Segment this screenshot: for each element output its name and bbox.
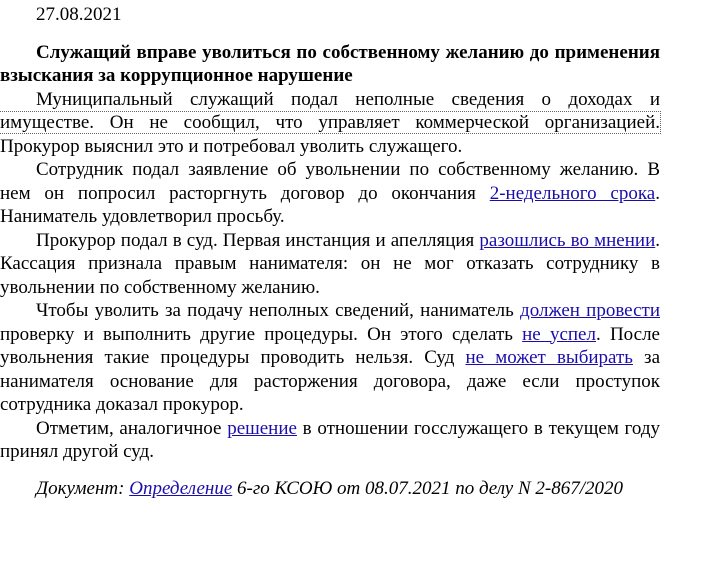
paragraph-2-text-b: . Наниматель удовлетворил просьбу.	[0, 182, 660, 227]
source-text: 6-го КСОЮ от 08.07.2021 по делу N 2-867/2020	[232, 477, 624, 499]
article-date: 27.08.2021	[36, 4, 122, 25]
paragraph-2	[0, 158, 660, 229]
source-document	[0, 477, 660, 501]
link-did-not-manage[interactable]: не успел	[522, 323, 596, 345]
article-title: Служащий вправе уволиться по собственному желанию до применения взыскания за коррупционное нарушение	[0, 41, 660, 86]
selected-text-fragment: имуществе. Он не сообщил, что управляет коммерческой организацией.	[0, 112, 660, 133]
link-opinions-differed[interactable]: разошлись во мнении	[479, 229, 656, 251]
paragraph-3	[0, 229, 660, 300]
paragraph-4-text-a: Чтобы уволить за подачу неполных сведений, наниматель	[36, 300, 521, 321]
paragraph-4-text-b: проверку и выполнить другие процедуры. Он этого сделать	[0, 323, 523, 345]
paragraph-1	[0, 88, 660, 159]
paragraph-5	[0, 417, 660, 464]
paragraph-3-text-a: Прокурор подал в суд. Первая инстанция и апелляция	[36, 229, 480, 251]
link-ruling-document[interactable]: Определение	[129, 477, 233, 499]
link-must-conduct[interactable]: должен провести	[520, 300, 660, 321]
source-label: Документ:	[36, 477, 130, 499]
paragraph-3-text-b: . Кассация признала правым нанимателя: он не мог отказать сотруднику в увольнении по собственному желанию.	[0, 229, 660, 298]
link-decision[interactable]: решение	[227, 417, 297, 439]
paragraph-4-text-c: . После увольнения такие процедуры проводить нельзя. Суд	[0, 323, 660, 368]
paragraph-4-text-d: за нанимателя основание для расторжения договора, даже если проступок сотрудника доказал прокурор.	[0, 347, 660, 415]
paragraph-5-text-a: Отметим, аналогичное	[36, 417, 228, 439]
paragraph-1-text-c: Прокурор выяснил это и потребовал уволить служащего.	[0, 135, 463, 157]
link-two-week-term[interactable]: 2-недельного срока	[489, 182, 656, 204]
paragraph-5-text-b: в отношении госслужащего в текущем году принял другой суд.	[0, 417, 660, 462]
paragraph-1-text-a: Муниципальный служащий подал неполные сведения о доходах и	[36, 88, 660, 110]
paragraph-2-text-a: Сотрудник подал заявление об увольнении по собственному желанию. В нем он попросил расторгнуть договор до окончания	[0, 159, 660, 204]
paragraph-4	[0, 299, 660, 417]
link-cannot-choose[interactable]: не может выбирать	[465, 347, 633, 368]
